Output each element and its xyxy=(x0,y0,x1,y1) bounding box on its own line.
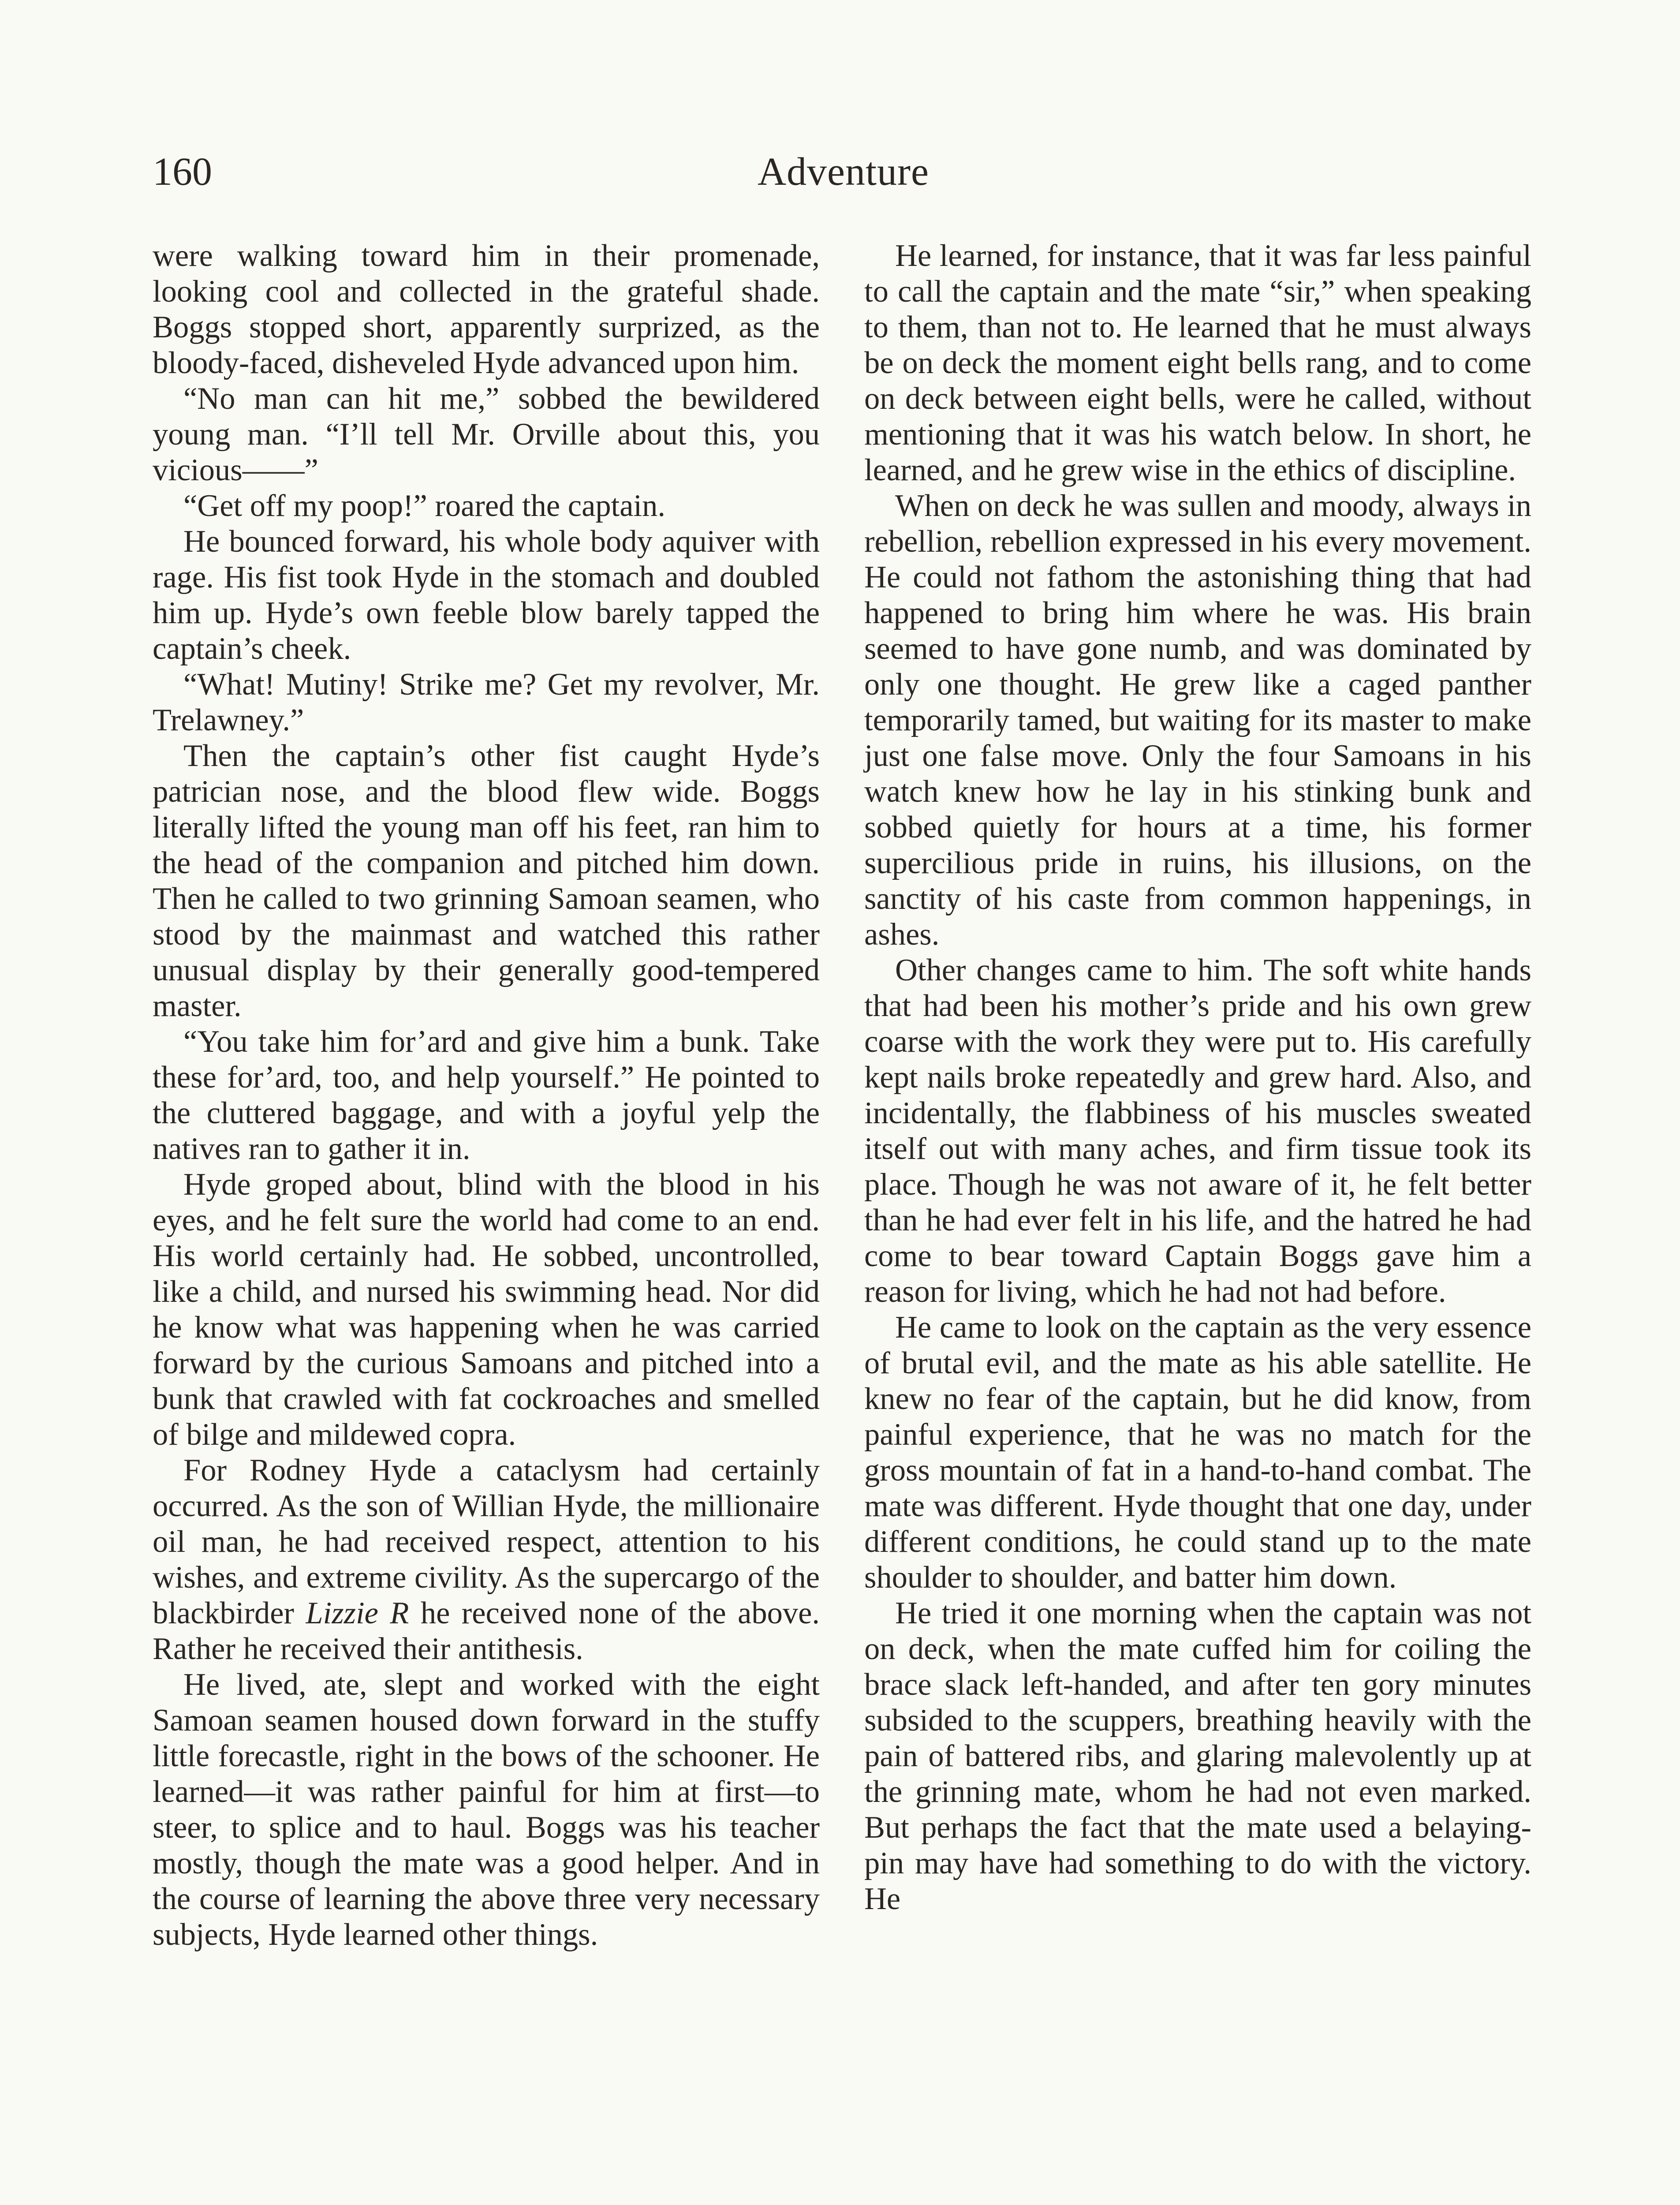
left-text-column xyxy=(153,238,820,1953)
page-header xyxy=(153,148,1534,205)
paragraph: He tried it one morning when the captain was not on deck, when the mate cuffed him for coiling the brace slack left-handed, and after ten gory minutes subsided to the scuppers, breathing heavily with the pain of battered ribs, and glaring malevolently up at the grinning mate, whom he had not even marked. But perhaps the fact that the mate used a belaying-pin may have had something to do with the victory. He xyxy=(864,1596,1531,1916)
paragraph-text: he received none of the above. Rather he received their antithesis. xyxy=(153,1596,820,1666)
ship-name: Lizzie R xyxy=(306,1596,409,1630)
paragraph: “What! Mutiny! Strike me? Get my revolver, Mr. Trelawney.” xyxy=(153,667,820,737)
paragraph xyxy=(153,1453,820,1667)
paragraph: “Get off my poop!” roared the captain. xyxy=(183,489,665,523)
paragraph: “No man can hit me,” sobbed the bewildered young man. “I’ll tell Mr. Orville about this, you vicious——” xyxy=(153,381,820,487)
paragraph: Then the captain’s other fist caught Hyde’s patrician nose, and the blood flew wide. Boggs literally lifted the young man off his feet, ran him to the head of the companion and pitched him down. Then he called to two grinning Samoan seamen, who stood by the mainmast and watched this rather unusual display by their generally good-tempered master. xyxy=(153,739,820,1023)
paragraph: were walking toward him in their promenade, looking cool and collected in the grateful shade. Boggs stopped short, apparently surprized, as the bloody-faced, disheveled Hyde advanced upon him. xyxy=(153,239,820,380)
paragraph: When on deck he was sullen and moody, always in rebellion, rebellion expressed in his every movement. He could not fathom the astonishing thing that had happened to bring him where he was. His brain seemed to have gone numb, and was dominated by only one thought. He grew like a caged panther temporarily tamed, but waiting for its master to make just one false move. Only the four Samoans in his watch knew how he lay in his stinking bunk and sobbed quietly for hours at a time, his former supercilious pride in ruins, his illusions, on the sanctity of his caste from common happenings, in ashes. xyxy=(864,489,1531,952)
paragraph: “You take him for’ard and give him a bunk. Take these for’ard, too, and help yourself.” He pointed to the cluttered baggage, and with a joyful yelp the natives ran to gather it in. xyxy=(153,1024,820,1166)
page-number: 160 xyxy=(153,150,212,194)
paragraph-text: For Rodney Hyde a cataclysm had certainly occurred. As the son of Willian Hyde, the millionaire oil man, he had received respect, attention to his wishes, and extreme civility. As the supercargo of the blackbirder xyxy=(153,1453,820,1630)
paragraph: He learned, for instance, that it was far less painful to call the captain and the mate “sir,” when speaking to them, than not to. He learned that he must always be on deck the moment eight bells rang, and to come on deck between eight bells, were he called, without mentioning that it was his watch below. In short, he learned, and he grew wise in the ethics of discipline. xyxy=(864,239,1531,487)
paragraph: He came to look on the captain as the very essence of brutal evil, and the mate as his able satellite. He knew no fear of the captain, but he did know, from painful experience, that he was no match for the gross mountain of fat in a hand-to-hand combat. The mate was different. Hyde thought that one day, under different conditions, he could stand up to the mate shoulder to shoulder, and batter him down. xyxy=(864,1310,1531,1595)
right-text-column xyxy=(864,238,1531,1917)
running-head-title: Adventure xyxy=(758,150,929,194)
paragraph: He lived, ate, slept and worked with the eight Samoan seamen housed down forward in the stuffy little forecastle, right in the bows of the schooner. He learned—it was rather painful for him at first—to steer, to splice and to haul. Boggs was his teacher mostly, though the mate was a good helper. And in the course of learning the above three very necessary subjects, Hyde learned other things. xyxy=(153,1667,820,1952)
paragraph: Hyde groped about, blind with the blood in his eyes, and he felt sure the world had come to an end. His world certainly had. He sobbed, uncontrolled, like a child, and nursed his swimming head. Nor did he know what was happening when he was carried forward by the curious Samoans and pitched into a bunk that crawled with fat cockroaches and smelled of bilge and mildewed copra. xyxy=(153,1167,820,1452)
paragraph: He bounced forward, his whole body aquiver with rage. His fist took Hyde in the stomach and doubled him up. Hyde’s own feeble blow barely tapped the captain’s cheek. xyxy=(153,524,820,666)
paragraph: Other changes came to him. The soft white hands that had been his mother’s pride and his own grew coarse with the work they were put to. His carefully kept nails broke repeatedly and grew hard. Also, and incidentally, the flabbiness of his muscles sweated itself out with many aches, and firm tissue took its place. Though he was not aware of it, he felt better than he had ever felt in his life, and the hatred he had come to bear toward Captain Boggs gave him a reason for living, which he had not had before. xyxy=(864,953,1531,1309)
